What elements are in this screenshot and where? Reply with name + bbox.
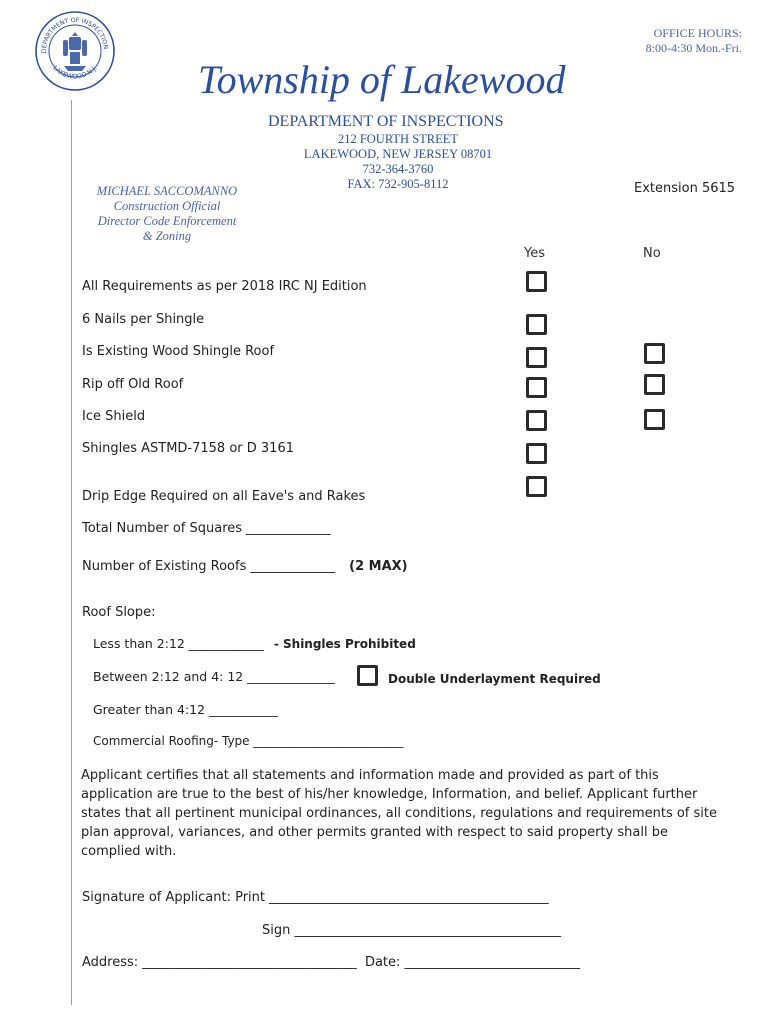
township-seal (34, 10, 116, 92)
requirement-label-wood-shingle: Is Existing Wood Shingle Roof (82, 344, 275, 359)
svg-text:LAKEWOOD N.J.: LAKEWOOD N.J. (51, 63, 99, 81)
official-title-3: & Zoning (142, 229, 192, 243)
roof-slope-title: Roof Slope: (82, 605, 156, 620)
official-name: MICHAEL SACCOMANNO (96, 184, 238, 198)
slope-greater-than-field[interactable]: Greater than 4:12 ___________ (93, 702, 278, 717)
construction-official (72, 184, 262, 244)
slope-less-than-field[interactable] (93, 636, 416, 651)
double-underlayment-checkbox[interactable] (357, 665, 378, 686)
yes-checkbox-drip-edge[interactable] (526, 476, 547, 497)
date-line[interactable]: ___________________________ (404, 955, 581, 970)
township-title: Township of Lakewood (198, 57, 566, 102)
existing-roofs-max: (2 MAX) (349, 559, 408, 574)
sign-row[interactable] (262, 923, 561, 938)
print-signature-line[interactable]: ___________________________________________ (269, 890, 549, 905)
office-hours-value: 8:00-4:30 Mon.-Fri. (645, 41, 742, 55)
existing-roofs-field[interactable] (82, 559, 408, 574)
slope-less-than-label: Less than 2:12 ____________ (93, 636, 264, 651)
svg-text:DEPARTMENT OF INSPECTIONS: DEPARTMENT OF INSPECTION (40, 16, 109, 54)
extension-number: Extension 5615 (634, 181, 736, 196)
requirement-label-rip-off: Rip off Old Roof (82, 377, 184, 392)
address-date-row[interactable] (82, 955, 580, 970)
requirement-label-irc: All Requirements as per 2018 IRC NJ Edition (82, 279, 367, 294)
date-label: Date: (364, 955, 401, 970)
address-label: Address: (82, 955, 139, 970)
address-line-1: 212 FOURTH STREET (337, 132, 459, 146)
address-line-2: LAKEWOOD, NEW JERSEY 08701 (303, 147, 493, 161)
no-checkbox-ice-shield[interactable] (644, 409, 665, 430)
office-hours (646, 26, 742, 56)
yes-checkbox-irc[interactable] (526, 271, 547, 292)
existing-roofs-label: Number of Existing Roofs (82, 559, 247, 574)
requirement-label-astm: Shingles ASTMD-7158 or D 3161 (82, 441, 294, 456)
left-margin-rule (71, 100, 72, 1005)
existing-roofs-blank[interactable]: _____________ (250, 559, 335, 574)
office-hours-label: OFFICE HOURS: (653, 26, 742, 40)
requirement-label-nails: 6 Nails per Shingle (82, 312, 205, 327)
total-squares-field[interactable]: Total Number of Squares _____________ (82, 521, 331, 536)
commercial-roofing-field[interactable]: Commercial Roofing- Type _________________________ (93, 734, 404, 748)
no-column-header: No (643, 246, 661, 261)
yes-checkbox-wood-shingle[interactable] (526, 347, 547, 368)
official-title-1: Construction Official (113, 199, 221, 213)
print-signature-label: Signature of Applicant: Print (82, 890, 265, 905)
official-title-2: Director Code Enforcement (97, 214, 237, 228)
shingles-prohibited-note: - Shingles Prohibited (273, 637, 416, 651)
yes-checkbox-rip-off[interactable] (526, 377, 547, 398)
print-signature-row[interactable] (82, 890, 549, 905)
address-line[interactable]: _________________________________ (142, 955, 357, 970)
no-checkbox-wood-shingle[interactable] (644, 343, 665, 364)
requirement-label-ice-shield: Ice Shield (82, 409, 146, 424)
yes-checkbox-nails[interactable] (526, 314, 547, 335)
yes-checkbox-astm[interactable] (526, 443, 547, 464)
no-checkbox-rip-off[interactable] (644, 374, 665, 395)
department-name: DEPARTMENT OF INSPECTIONS (268, 113, 504, 130)
yes-column-header: Yes (524, 246, 545, 261)
department-address (280, 132, 516, 192)
double-underlayment-note: Double Underlayment Required (388, 672, 601, 686)
slope-between-field[interactable]: Between 2:12 and 4: 12 ______________ (93, 669, 335, 684)
phone-number: 732-364-3760 (362, 162, 434, 176)
sign-line[interactable]: _________________________________________ (294, 923, 561, 938)
requirement-label-drip-edge: Drip Edge Required on all Eave's and Rakes (82, 489, 366, 504)
yes-checkbox-ice-shield[interactable] (526, 410, 547, 431)
certification-statement: Applicant certifies that all statements and information made and provided as part of this application are true to the best of his/her knowledge, Information, and belief. Applicant further states that all pertinent municipal ordinances, all conditions, regulations and requirements of site plan approval, variances, and other permits granted with respect to said property shall be complied with. (81, 768, 717, 859)
fax-number: FAX: 732-905-8112 (347, 177, 449, 191)
sign-label: Sign (262, 923, 291, 938)
